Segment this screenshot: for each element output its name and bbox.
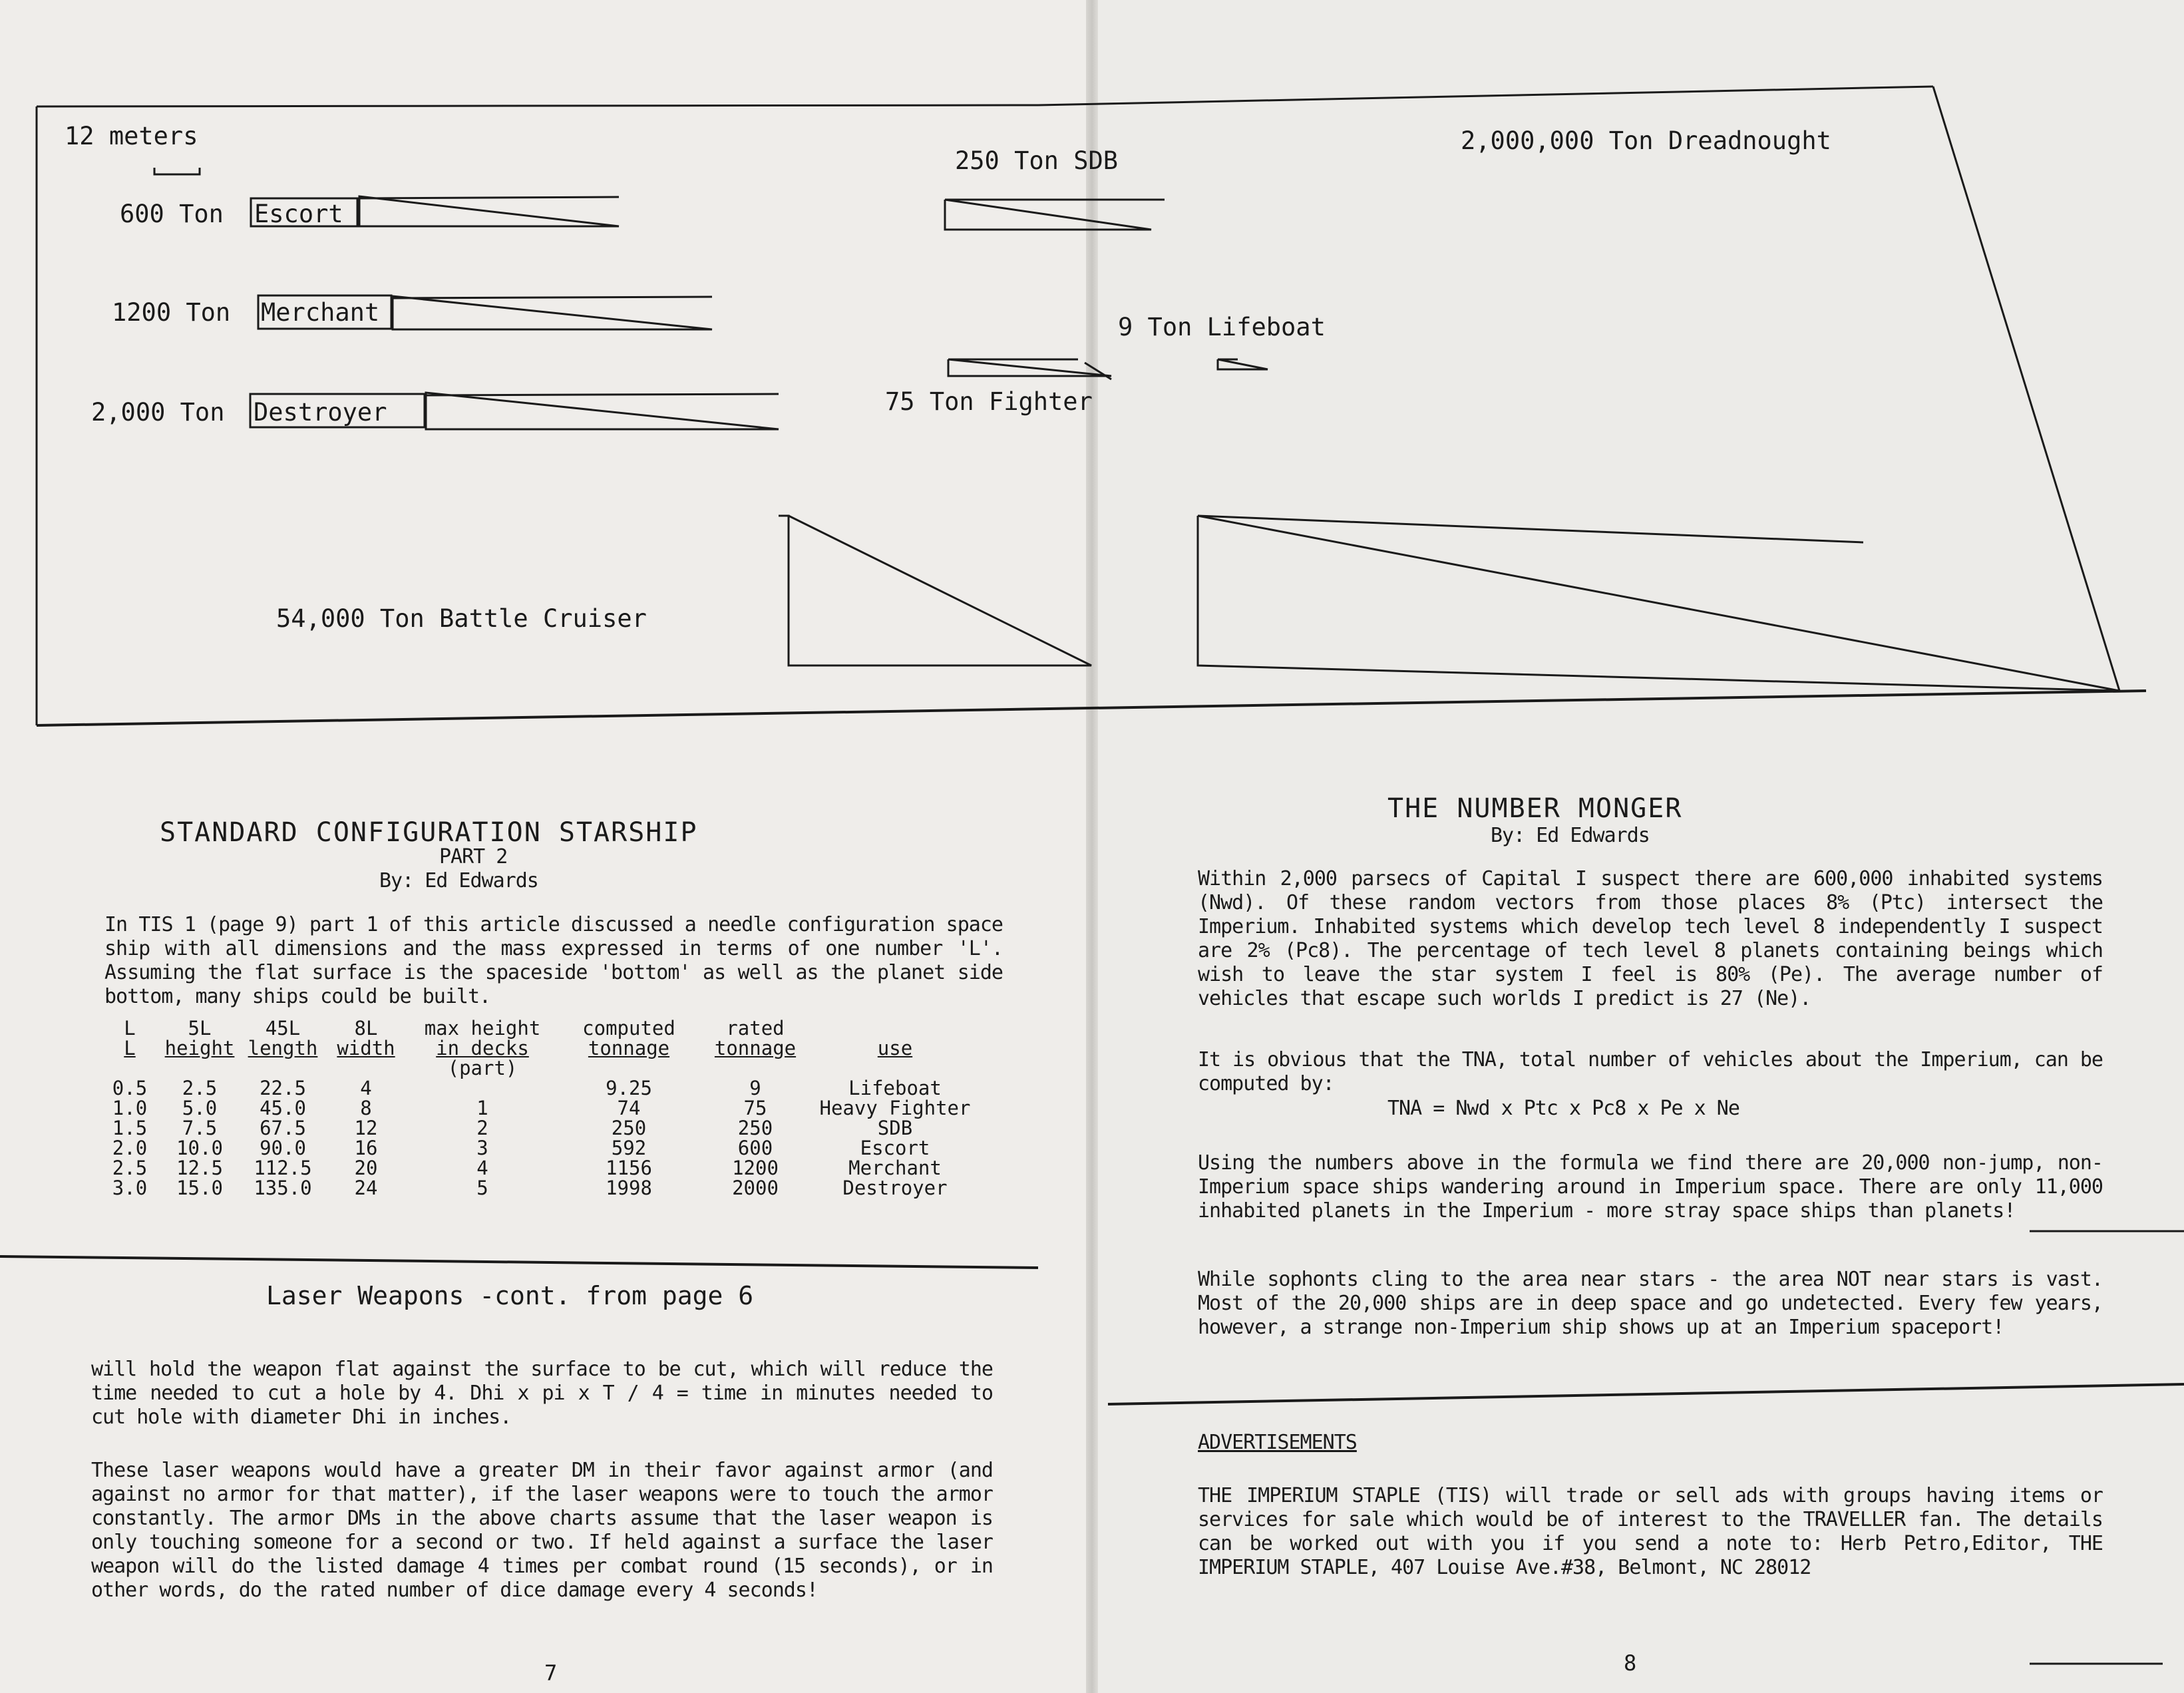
- table-header-row-1: [100, 1018, 978, 1038]
- dreadnought-right-line: [1933, 87, 2119, 691]
- article-title-number-monger: THE NUMBER MONGER: [1387, 793, 1683, 824]
- cell: 600: [737, 1137, 773, 1159]
- configuration-table: [100, 1018, 978, 1198]
- cell: Lifeboat: [848, 1077, 942, 1099]
- col-head-blank: [812, 1018, 978, 1038]
- advertisements-text: THE IMPERIUM STAPLE (TIS) will trade or sell ads with groups having items or services for sale which would be of interest to the TRAVELLER fan. The details can be worked out with you if you send a note to: Herb Petro,Editor, THE IMPERIUM STAPLE, 407 Louise Ave.#38, Belmont, NC 28012: [1198, 1484, 2103, 1579]
- cell: 90.0: [260, 1137, 306, 1159]
- cell: 4: [476, 1157, 488, 1179]
- page-number-right: 8: [1624, 1650, 1637, 1676]
- cell: 24: [354, 1177, 378, 1199]
- cell: 5.0: [182, 1097, 218, 1119]
- cell: 1: [476, 1097, 488, 1119]
- tna-formula: TNA = Nwd x Ptc x Pc8 x Pe x Ne: [1387, 1097, 1739, 1120]
- dreadnought-label: 2,000,000 Ton Dreadnought: [1461, 126, 1831, 155]
- article-part: PART 2: [439, 845, 508, 868]
- cell: 15.0: [176, 1177, 223, 1199]
- sdb-silhouette: [945, 200, 1165, 230]
- cell: 1998: [606, 1177, 652, 1199]
- starship-byline: By: Ed Edwards: [379, 869, 538, 892]
- number-monger-paragraph-2: It is obvious that the TNA, total number of vehicles about the Imperium, can be computed by:: [1198, 1048, 2103, 1095]
- cell: Heavy Fighter: [819, 1097, 971, 1119]
- cell: 22.5: [260, 1077, 306, 1099]
- cell: 250: [737, 1117, 773, 1139]
- col-sub-use: use: [877, 1037, 913, 1059]
- escort-label: Escort: [254, 200, 343, 228]
- laser-paragraph-2: These laser weapons would have a greater DM in their favor against armor (and against no armor for that matter), if the laser weapons were to touch the armor constantly. The armor DMs in the above charts assume that the laser weapon is only touching someone for a second or two. If held against a surface the laser weapon will do the listed damage 4 times per combat round (15 seconds), or in other words, do the rated number of dice damage every 4 seconds!: [91, 1459, 993, 1602]
- cell: 5: [476, 1177, 488, 1199]
- cell: 4: [360, 1077, 372, 1099]
- col-sub-part: (part): [447, 1057, 518, 1079]
- cell: 74: [617, 1097, 641, 1119]
- table-header-row-2: [100, 1038, 978, 1058]
- scale-label: 12 meters: [65, 122, 198, 150]
- laser-weapons-heading: Laser Weapons -cont. from page 6: [266, 1281, 754, 1310]
- cell: 1.0: [112, 1097, 148, 1119]
- table-row: [100, 1138, 978, 1158]
- right-section-rule: [1108, 1384, 2184, 1404]
- col-head-rated: rated: [726, 1017, 785, 1039]
- number-monger-paragraph-4: While sophonts cling to the area near stars - the area NOT near stars is vast. Most of the 20,000 ships are in deep space and go undetected. Every few years, however, a strange non-Imperium ship shows up at an Imperium spaceport!: [1198, 1268, 2103, 1339]
- merchant-tonnage-label: 1200 Ton: [112, 298, 231, 327]
- cell: 135.0: [254, 1177, 312, 1199]
- col-sub-rated-tonnage: tonnage: [714, 1037, 797, 1059]
- cell: 112.5: [254, 1157, 312, 1179]
- cell: 592: [611, 1137, 647, 1159]
- merchant-top: [393, 297, 712, 298]
- cell: 8: [360, 1097, 372, 1119]
- destroyer-label: Destroyer: [254, 398, 387, 427]
- cell: 67.5: [260, 1117, 306, 1139]
- escort-silhouette: [359, 196, 619, 226]
- col-sub-width: width: [337, 1037, 395, 1059]
- fighter-label: 75 Ton Fighter: [885, 387, 1093, 416]
- cell: 3: [476, 1137, 488, 1159]
- starship-intro-paragraph: In TIS 1 (page 9) part 1 of this article discussed a needle configuration space ship with all dimensions and the mass expressed in terms of one number 'L'. Assuming the flat surface is the spaceside 'bottom' as well as the planet side bottom, many ships could be built.: [104, 913, 1003, 1008]
- fighter-silhouette: [948, 359, 1111, 376]
- dreadnought-spine: [1198, 516, 1863, 542]
- number-monger-paragraph-3: Using the numbers above in the formula we find there are 20,000 non-jump, non-Imperium space ships wandering around in Imperium space. There are only 11,000 inhabited planets in the Imperium - more stray space ships than planets!: [1198, 1151, 2103, 1223]
- cell: 9.25: [606, 1077, 652, 1099]
- battle-cruiser-silhouette: [779, 516, 1091, 665]
- col-sub-tonnage: tonnage: [588, 1037, 670, 1059]
- col-sub-l: L: [124, 1037, 136, 1059]
- lifeboat-label: 9 Ton Lifeboat: [1118, 313, 1326, 341]
- cell: 75: [743, 1097, 767, 1119]
- cell: 2.5: [182, 1077, 218, 1099]
- page-number-left: 7: [544, 1660, 558, 1686]
- table-row: [100, 1158, 978, 1178]
- cell: Escort: [860, 1137, 930, 1159]
- number-monger-byline: By: Ed Edwards: [1491, 824, 1650, 847]
- cell: 2.0: [112, 1137, 148, 1159]
- cell: 9: [749, 1077, 761, 1099]
- diagram-bottom-rule: [37, 691, 2146, 725]
- cell: 2: [476, 1117, 488, 1139]
- dreadnought-top-line: [1038, 87, 1933, 105]
- col-head-8l: 8L: [354, 1017, 378, 1039]
- cell: 45.0: [260, 1097, 306, 1119]
- cell: SDB: [877, 1117, 913, 1139]
- laser-paragraph-1: will hold the weapon flat against the surface to be cut, which will reduce the time needed to cut a hole by 4. Dhi x pi x T / 4 = time in minutes needed to cut hole with diameter Dhi in inches.: [91, 1358, 993, 1429]
- table-row: [100, 1178, 978, 1198]
- destroyer-silhouette: [426, 393, 779, 429]
- cell: 0.5: [112, 1077, 148, 1099]
- table-row: [100, 1098, 978, 1118]
- cell: 12.5: [176, 1157, 223, 1179]
- diagram-top-rule: [37, 105, 1038, 106]
- cell: 250: [611, 1117, 647, 1139]
- escort-tonnage-label: 600 Ton: [120, 200, 224, 228]
- merchant-silhouette: [393, 296, 712, 329]
- col-sub-decks: in decks: [436, 1037, 529, 1059]
- lifeboat-silhouette: [1218, 359, 1268, 369]
- cell: 3.0: [112, 1177, 148, 1199]
- col-head-45l: 45L: [265, 1017, 301, 1039]
- article-title-starship: STANDARD CONFIGURATION STARSHIP: [160, 817, 698, 848]
- col-sub-length: length: [248, 1037, 318, 1059]
- cell: 1156: [606, 1157, 652, 1179]
- col-head-computed: computed: [582, 1017, 675, 1039]
- dreadnought-lower-hull: [1198, 516, 2119, 691]
- table-row: [100, 1078, 978, 1098]
- col-head-5l: 5L: [188, 1017, 212, 1039]
- destroyer-top: [426, 394, 779, 395]
- cell: 7.5: [182, 1117, 218, 1139]
- cell: 1200: [732, 1157, 779, 1179]
- escort-top: [359, 197, 619, 198]
- cell: [406, 1078, 559, 1098]
- scale-bar: [154, 168, 200, 174]
- table-subheader-row: [100, 1058, 978, 1078]
- cell: 12: [354, 1117, 378, 1139]
- cell: 16: [354, 1137, 378, 1159]
- table-row: [100, 1118, 978, 1138]
- cell: 2.5: [112, 1157, 148, 1179]
- cell: 10.0: [176, 1137, 223, 1159]
- col-sub-height: height: [164, 1037, 235, 1059]
- advertisements-heading: ADVERTISEMENTS: [1198, 1431, 1357, 1454]
- battle-cruiser-label: 54,000 Ton Battle Cruiser: [276, 604, 647, 633]
- merchant-label: Merchant: [261, 298, 380, 327]
- destroyer-tonnage-label: 2,000 Ton: [91, 398, 225, 427]
- cell: 20: [354, 1157, 378, 1179]
- cell: Destroyer: [842, 1177, 948, 1199]
- col-head-max-height: max height: [424, 1017, 541, 1039]
- number-monger-paragraph-1: Within 2,000 parsecs of Capital I suspect there are 600,000 inhabited systems (Nwd). Of these random vectors from those places 8% (Ptc) intersect the Imperium. Inhabited systems which develop tech level 8 independently I suspect are 2% (Pc8). The percentage of tech level 8 planets containing beings which wish to leave the star system I feel is 80% (Pe). The average number of vehicles that escape such worlds I predict is 27 (Ne).: [1198, 867, 2103, 1010]
- sdb-label: 250 Ton SDB: [955, 146, 1119, 175]
- col-head-l: L: [124, 1017, 136, 1039]
- cell: Merchant: [848, 1157, 942, 1179]
- left-section-rule: [0, 1256, 1038, 1268]
- cell: 2000: [732, 1177, 779, 1199]
- cell: 1.5: [112, 1117, 148, 1139]
